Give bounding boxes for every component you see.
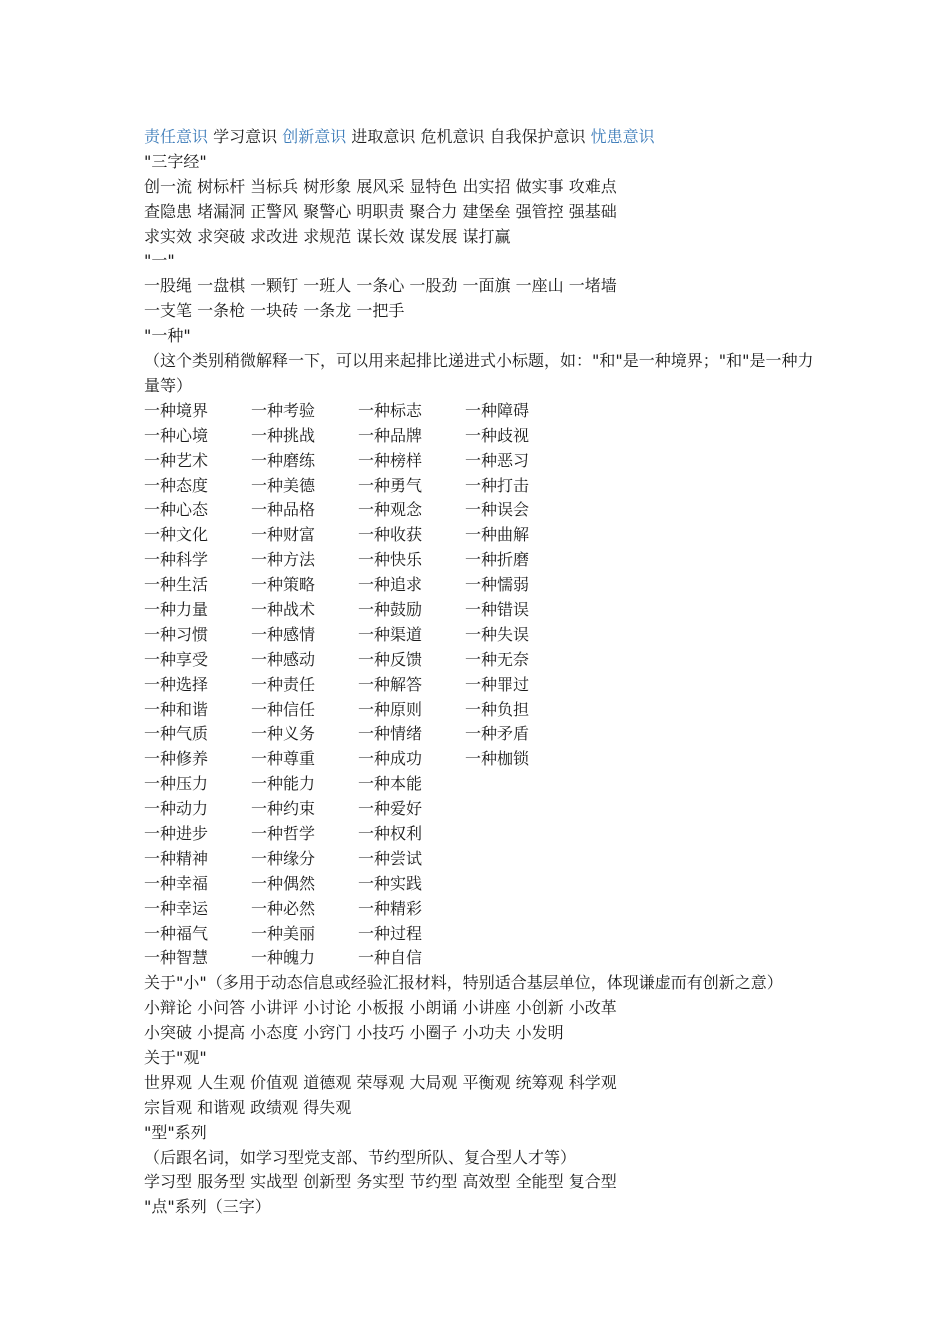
yizhong-cell: 一种鼓励	[358, 599, 423, 619]
yizhong-cell: 一种收获	[358, 525, 423, 545]
sanzijing-heading: "三字经"	[144, 151, 207, 171]
yizhong-cell: 一种艺术	[144, 450, 209, 470]
yizhong-cell: 一种误会	[465, 500, 530, 520]
yi-heading: "一"	[144, 251, 175, 271]
yizhong-cell: 一种枷锁	[465, 749, 530, 769]
yizhong-cell: 一种失误	[465, 624, 530, 644]
yishi-link-innovation[interactable]: 创新意识	[282, 127, 347, 146]
yizhong-cell: 一种尝试	[358, 848, 423, 868]
yizhong-cell	[465, 772, 572, 797]
yizhong-cell: 一种财富	[251, 525, 316, 545]
yizhong-cell: 一种享受	[144, 649, 209, 669]
xing-heading: "型"系列	[144, 1122, 207, 1142]
yizhong-cell: 一种修养	[144, 749, 209, 769]
sanzijing-line: 求实效 求突破 求改进 求规范 谋长效 谋发展 谋打赢	[144, 226, 511, 246]
yizhong-heading: "一种"	[144, 326, 191, 346]
yizhong-cell: 一种动力	[144, 799, 209, 819]
yizhong-cell: 一种打击	[465, 475, 530, 495]
yizhong-cell: 一种科学	[144, 550, 209, 570]
yizhong-cell	[465, 922, 572, 947]
yizhong-cell: 一种标志	[358, 400, 423, 420]
yizhong-cell	[465, 847, 572, 872]
yizhong-cell: 一种哲学	[251, 823, 316, 843]
yizhong-cell: 一种障碍	[465, 400, 530, 420]
yizhong-cell: 一种信任	[251, 699, 316, 719]
yizhong-cell: 一种进步	[144, 823, 209, 843]
yizhong-cell: 一种过程	[358, 923, 423, 943]
yizhong-cell: 一种尊重	[251, 749, 316, 769]
yizhong-cell: 一种能力	[251, 774, 316, 794]
yizhong-cell: 一种心境	[144, 425, 209, 445]
xing-note: （后跟名词，如学习型党支部、节约型所队、复合型人才等）	[144, 1147, 577, 1167]
yizhong-cell: 一种观念	[358, 500, 423, 520]
xiao-heading: 关于"小"（多用于动态信息或经验汇报材料，特别适合基层单位，体现谦虚而有创新之意）	[144, 973, 783, 993]
yizhong-cell: 一种反馈	[358, 649, 423, 669]
yizhong-cell	[465, 797, 572, 822]
yizhong-cell: 一种爱好	[358, 799, 423, 819]
yizhong-cell: 一种约束	[251, 799, 316, 819]
yizhong-cell: 一种方法	[251, 550, 316, 570]
yizhong-cell: 一种原则	[358, 699, 423, 719]
yizhong-cell: 一种压力	[144, 774, 209, 794]
document-page	[144, 125, 824, 1220]
yizhong-cell: 一种折磨	[465, 550, 530, 570]
xiao-line: 小突破 小提高 小态度 小窍门 小技巧 小圈子 小功夫 小发明	[144, 1023, 564, 1043]
yizhong-cell: 一种心态	[144, 500, 209, 520]
yizhong-cell	[465, 872, 572, 897]
yizhong-cell: 一种矛盾	[465, 724, 530, 744]
yizhong-cell: 一种榜样	[358, 450, 423, 470]
yizhong-cell: 一种幸运	[144, 898, 209, 918]
yizhong-cell: 一种感情	[251, 624, 316, 644]
yizhong-cell	[465, 822, 572, 847]
yizhong-cell: 一种偶然	[251, 873, 316, 893]
yizhong-cell: 一种情绪	[358, 724, 423, 744]
yizhong-cell: 一种义务	[251, 724, 316, 744]
guan-line: 宗旨观 和谐观 政绩观 得失观	[144, 1097, 352, 1117]
yishi-item-progress: 进取意识	[351, 127, 416, 146]
yizhong-cell: 一种力量	[144, 599, 209, 619]
yizhong-cell: 一种必然	[251, 898, 316, 918]
yizhong-cell: 一种勇气	[358, 475, 423, 495]
yizhong-cell: 一种缘分	[251, 848, 316, 868]
yizhong-cell: 一种境界	[144, 400, 209, 420]
yizhong-cell: 一种美德	[251, 475, 316, 495]
yizhong-cell: 一种策略	[251, 575, 316, 595]
yizhong-cell: 一种追求	[358, 575, 423, 595]
yizhong-cell: 一种魄力	[251, 948, 316, 968]
guan-line: 世界观 人生观 价值观 道德观 荣辱观 大局观 平衡观 统筹观 科学观	[144, 1072, 617, 1092]
yizhong-cell: 一种责任	[251, 674, 316, 694]
yizhong-cell: 一种习惯	[144, 624, 209, 644]
yizhong-cell: 一种品牌	[358, 425, 423, 445]
xiao-line: 小辩论 小问答 小讲评 小讨论 小板报 小朗诵 小讲座 小创新 小改革	[144, 998, 617, 1018]
yizhong-table	[144, 399, 824, 971]
yizhong-cell	[465, 897, 572, 922]
sanzijing-line: 查隐患 堵漏洞 正警风 聚警心 明职责 聚合力 建堡垒 强管控 强基础	[144, 201, 617, 221]
yizhong-cell: 一种文化	[144, 525, 209, 545]
yishi-line	[144, 125, 824, 150]
yizhong-cell: 一种幸福	[144, 873, 209, 893]
sanzijing-line: 创一流 树标杆 当标兵 树形象 展风采 显特色 出实招 做实事 攻难点	[144, 176, 617, 196]
yishi-item-self-protection: 自我保护意识	[489, 127, 586, 146]
yizhong-cell: 一种成功	[358, 749, 423, 769]
xing-line: 学习型 服务型 实战型 创新型 务实型 节约型 高效型 全能型 复合型	[144, 1172, 617, 1192]
yizhong-cell: 一种本能	[358, 774, 423, 794]
yizhong-cell: 一种精神	[144, 848, 209, 868]
yizhong-cell: 一种负担	[465, 699, 530, 719]
yi-line: 一支笔 一条枪 一块砖 一条龙 一把手	[144, 301, 405, 321]
yizhong-cell: 一种选择	[144, 674, 209, 694]
yizhong-cell: 一种解答	[358, 674, 423, 694]
yizhong-cell: 一种生活	[144, 575, 209, 595]
yizhong-cell: 一种自信	[358, 948, 423, 968]
yizhong-cell: 一种懦弱	[465, 575, 530, 595]
yizhong-cell: 一种考验	[251, 400, 316, 420]
yizhong-cell: 一种精彩	[358, 898, 423, 918]
yizhong-cell: 一种恶习	[465, 450, 530, 470]
yizhong-cell	[465, 946, 572, 971]
yizhong-cell: 一种挑战	[251, 425, 316, 445]
yizhong-cell: 一种错误	[465, 599, 530, 619]
yizhong-cell: 一种态度	[144, 475, 209, 495]
yizhong-cell: 一种曲解	[465, 525, 530, 545]
yishi-link-concern[interactable]: 忧患意识	[590, 127, 655, 146]
yizhong-cell: 一种战术	[251, 599, 316, 619]
yizhong-cell: 一种实践	[358, 873, 423, 893]
yizhong-cell: 一种磨练	[251, 450, 316, 470]
yizhong-cell: 一种和谐	[144, 699, 209, 719]
yizhong-cell: 一种感动	[251, 649, 316, 669]
yizhong-cell: 一种美丽	[251, 923, 316, 943]
yizhong-cell: 一种福气	[144, 923, 209, 943]
yizhong-cell: 一种无奈	[465, 649, 530, 669]
yizhong-cell: 一种气质	[144, 724, 209, 744]
yizhong-cell: 一种歧视	[465, 425, 530, 445]
yizhong-cell: 一种快乐	[358, 550, 423, 570]
yizhong-cell: 一种罪过	[465, 674, 530, 694]
yizhong-note: （这个类别稍微解释一下，可以用来起排比递进式小标题，如："和"是一种境界；"和"是一种力量等）	[144, 351, 814, 395]
yishi-item-crisis: 危机意识	[420, 127, 485, 146]
dian-heading: "点"系列（三字）	[144, 1197, 271, 1217]
guan-heading: 关于"观"	[144, 1047, 207, 1067]
yishi-link-responsibility[interactable]: 责任意识	[144, 127, 209, 146]
yizhong-cell: 一种权利	[358, 823, 423, 843]
yizhong-cell: 一种品格	[251, 500, 316, 520]
yi-line: 一股绳 一盘棋 一颗钉 一班人 一条心 一股劲 一面旗 一座山 一堵墙	[144, 276, 617, 296]
yizhong-cell: 一种智慧	[144, 948, 209, 968]
yishi-item-study: 学习意识	[213, 127, 278, 146]
yizhong-cell: 一种渠道	[358, 624, 423, 644]
